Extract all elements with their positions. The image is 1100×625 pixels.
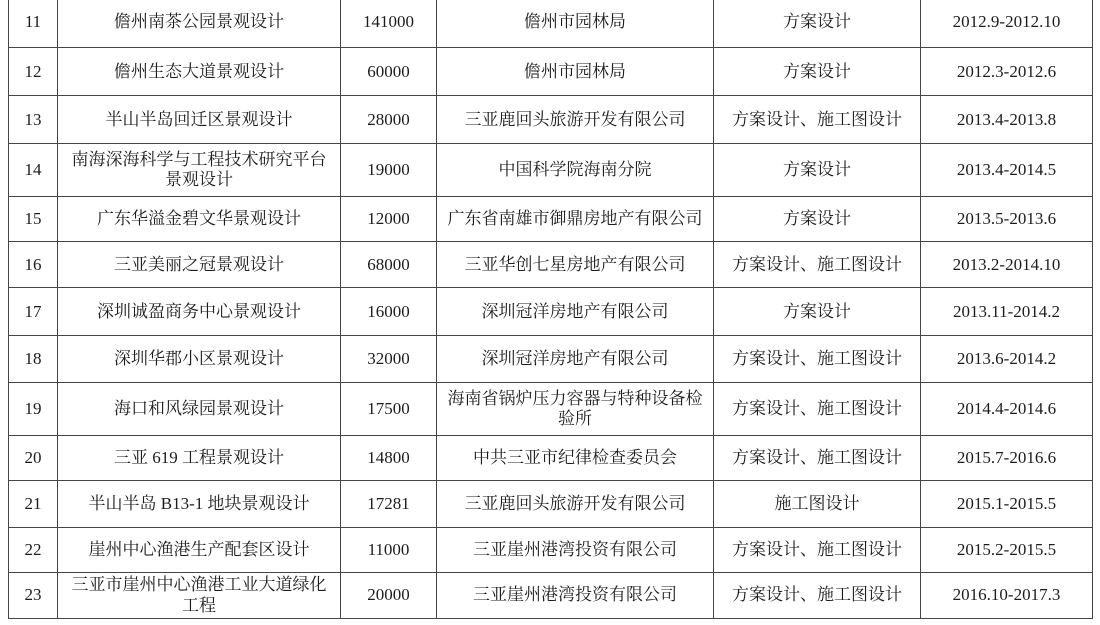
cell-design-scope: 施工图设计	[714, 481, 921, 528]
cell-row-number: 13	[9, 96, 58, 144]
cell-client: 广东省南雄市御鼎房地产有限公司	[437, 197, 714, 242]
table-row	[9, 436, 1093, 481]
table-row	[9, 336, 1093, 383]
cell-period: 2012.3-2012.6	[921, 48, 1093, 96]
cell-project-name: 广东华溢金碧文华景观设计	[58, 197, 341, 242]
table-row	[9, 481, 1093, 528]
cell-row-number: 16	[9, 242, 58, 288]
cell-design-scope: 方案设计、施工图设计	[714, 436, 921, 481]
cell-row-number: 15	[9, 197, 58, 242]
cell-period: 2015.1-2015.5	[921, 481, 1093, 528]
cell-design-scope: 方案设计	[714, 197, 921, 242]
cell-client: 三亚鹿回头旅游开发有限公司	[437, 481, 714, 528]
cell-area: 68000	[341, 242, 437, 288]
table-row	[9, 288, 1093, 336]
cell-row-number: 11	[9, 0, 58, 48]
cell-design-scope: 方案设计、施工图设计	[714, 96, 921, 144]
cell-design-scope: 方案设计、施工图设计	[714, 242, 921, 288]
cell-row-number: 20	[9, 436, 58, 481]
cell-area: 16000	[341, 288, 437, 336]
cell-area: 20000	[341, 573, 437, 619]
cell-area: 17500	[341, 383, 437, 436]
cell-design-scope: 方案设计、施工图设计	[714, 528, 921, 573]
cell-area: 19000	[341, 144, 437, 197]
cell-project-name: 深圳诚盈商务中心景观设计	[58, 288, 341, 336]
table-row	[9, 242, 1093, 288]
cell-area: 11000	[341, 528, 437, 573]
cell-client: 中国科学院海南分院	[437, 144, 714, 197]
cell-client: 儋州市园林局	[437, 48, 714, 96]
cell-area: 32000	[341, 336, 437, 383]
projects-table	[8, 0, 1093, 619]
cell-design-scope: 方案设计、施工图设计	[714, 383, 921, 436]
cell-client: 三亚鹿回头旅游开发有限公司	[437, 96, 714, 144]
table-row	[9, 48, 1093, 96]
cell-row-number: 19	[9, 383, 58, 436]
cell-design-scope: 方案设计、施工图设计	[714, 336, 921, 383]
cell-project-name: 半山半岛 B13-1 地块景观设计	[58, 481, 341, 528]
cell-area: 28000	[341, 96, 437, 144]
cell-project-name: 三亚市崖州中心渔港工业大道绿化工程	[58, 573, 341, 619]
cell-project-name: 三亚美丽之冠景观设计	[58, 242, 341, 288]
projects-table-body	[9, 0, 1093, 619]
cell-client: 三亚崖州港湾投资有限公司	[437, 528, 714, 573]
cell-client: 儋州市园林局	[437, 0, 714, 48]
cell-project-name: 三亚 619 工程景观设计	[58, 436, 341, 481]
cell-project-name: 南海深海科学与工程技术研究平台景观设计	[58, 144, 341, 197]
cell-area: 12000	[341, 197, 437, 242]
cell-client: 三亚崖州港湾投资有限公司	[437, 573, 714, 619]
cell-project-name: 儋州生态大道景观设计	[58, 48, 341, 96]
cell-area: 17281	[341, 481, 437, 528]
cell-design-scope: 方案设计	[714, 48, 921, 96]
cell-area: 60000	[341, 48, 437, 96]
table-row	[9, 144, 1093, 197]
cell-period: 2013.4-2014.5	[921, 144, 1093, 197]
cell-row-number: 14	[9, 144, 58, 197]
cell-project-name: 深圳华郡小区景观设计	[58, 336, 341, 383]
cell-row-number: 18	[9, 336, 58, 383]
cell-design-scope: 方案设计	[714, 144, 921, 197]
cell-row-number: 17	[9, 288, 58, 336]
cell-period: 2013.2-2014.10	[921, 242, 1093, 288]
cell-period: 2013.5-2013.6	[921, 197, 1093, 242]
cell-project-name: 半山半岛回迁区景观设计	[58, 96, 341, 144]
cell-row-number: 21	[9, 481, 58, 528]
table-row	[9, 0, 1093, 48]
cell-client: 深圳冠洋房地产有限公司	[437, 288, 714, 336]
cell-period: 2013.6-2014.2	[921, 336, 1093, 383]
cell-period: 2015.7-2016.6	[921, 436, 1093, 481]
cell-area: 141000	[341, 0, 437, 48]
cell-period: 2012.9-2012.10	[921, 0, 1093, 48]
cell-period: 2014.4-2014.6	[921, 383, 1093, 436]
cell-client: 深圳冠洋房地产有限公司	[437, 336, 714, 383]
cell-design-scope: 方案设计	[714, 288, 921, 336]
cell-period: 2013.11-2014.2	[921, 288, 1093, 336]
cell-design-scope: 方案设计	[714, 0, 921, 48]
projects-table-container	[8, 0, 1092, 619]
cell-project-name: 儋州南茶公园景观设计	[58, 0, 341, 48]
cell-row-number: 22	[9, 528, 58, 573]
cell-client: 三亚华创七星房地产有限公司	[437, 242, 714, 288]
cell-project-name: 海口和风绿园景观设计	[58, 383, 341, 436]
cell-period: 2016.10-2017.3	[921, 573, 1093, 619]
cell-client: 海南省锅炉压力容器与特种设备检验所	[437, 383, 714, 436]
table-row	[9, 197, 1093, 242]
cell-project-name: 崖州中心渔港生产配套区设计	[58, 528, 341, 573]
table-row	[9, 96, 1093, 144]
cell-area: 14800	[341, 436, 437, 481]
cell-row-number: 23	[9, 573, 58, 619]
cell-period: 2013.4-2013.8	[921, 96, 1093, 144]
cell-design-scope: 方案设计、施工图设计	[714, 573, 921, 619]
cell-period: 2015.2-2015.5	[921, 528, 1093, 573]
table-row	[9, 573, 1093, 619]
cell-row-number: 12	[9, 48, 58, 96]
table-row	[9, 383, 1093, 436]
cell-client: 中共三亚市纪律检查委员会	[437, 436, 714, 481]
table-row	[9, 528, 1093, 573]
